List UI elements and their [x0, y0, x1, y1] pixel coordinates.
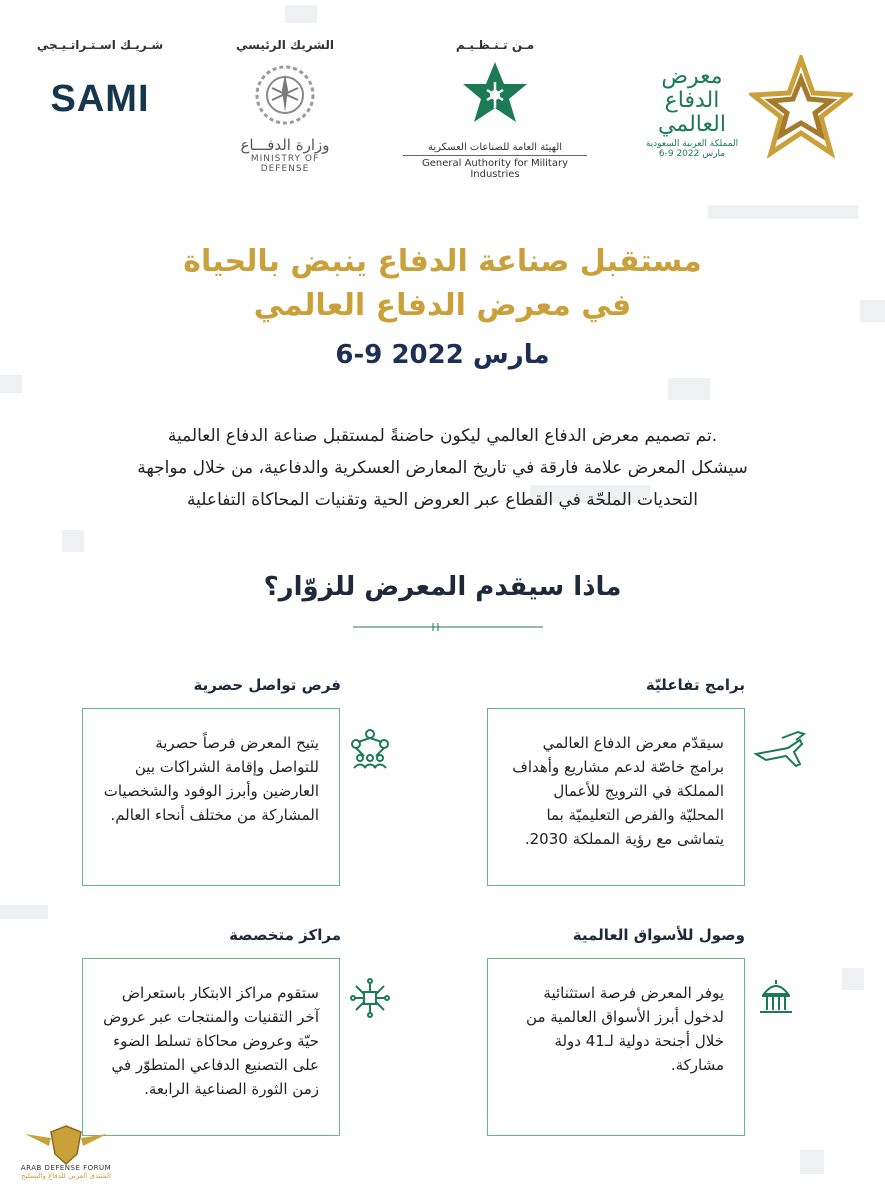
organizer-logo — [395, 38, 595, 180]
forum-shield-icon — [21, 1124, 111, 1168]
decorative-square — [668, 378, 710, 400]
feature-card-networking: يتيح المعرض فرصاً حصرية للتواصل وإقامة الشراكات بين العارضين وأبرز الوفود والشخصيات المشاركة من مختلف أنحاء العالم. — [82, 708, 340, 886]
event-star-mark-icon — [749, 55, 853, 159]
feature-title-networking: فرص تواصل حصرية — [193, 676, 341, 694]
mod-name-ar: وزارة الدفـــاع — [240, 136, 330, 154]
event-date: 6-9 مارس 2022 — [335, 340, 550, 370]
arab-defense-forum-logo — [6, 1120, 126, 1200]
event-logo-line2: الدفاع — [664, 88, 720, 113]
strategic-partner-logo — [30, 38, 170, 121]
offer-heading: ماذا سيقدم المعرض للزوّار؟ — [263, 572, 622, 602]
event-logo-country: المملكة العربية السعودية — [645, 139, 739, 149]
feature-card-markets: يوفر المعرض فرصة استثنائية لدخول أبرز الأسواق العالمية من خلال أجنحة دولية لـ41 دولة مشاركة. — [487, 958, 745, 1136]
main-partner-logo — [225, 38, 345, 174]
organizer-caption: مـن تـنـظـيـم — [455, 38, 535, 52]
event-logo-line3: العالمي — [658, 112, 726, 137]
mod-name-en: MINISTRY OF DEFENSE — [250, 154, 320, 174]
intro-paragraph — [60, 420, 825, 516]
main-partner-caption: الشريك الرئيسي — [236, 38, 334, 52]
decorative-square — [285, 5, 317, 23]
section-divider — [353, 622, 543, 632]
title-line-1: مستقبل صناعة الدفاع ينبض بالحياة — [183, 244, 702, 279]
feature-card-centers: ستقوم مراكز الابتكار باستعراض آخر التقنيات والمنتجات عبر عروض حيّة وعروض محاكاة تسلط الضوء على التصنيع الدفاعي المتطوّر في زمن الثورة الصناعية الرابعة. — [82, 958, 340, 1136]
feature-title-centers: مراكز متخصصة — [229, 926, 341, 944]
page-title — [40, 240, 845, 328]
jet-icon — [752, 728, 808, 772]
circuit-icon — [350, 978, 390, 1018]
intro-line-1: تم تصميم معرض الدفاع العالمي ليكون حاضنةً لمستقبل صناعة الدفاع العالمية. — [167, 426, 718, 446]
title-line-2: في معرض الدفاع العالمي — [253, 288, 632, 323]
event-logo — [643, 55, 853, 175]
intro-line-3: التحديات الملحّة في القطاع عبر العروض الحية وتقنيات المحاكاة التفاعلية — [187, 490, 698, 510]
feature-card-interactive: سيقدّم معرض الدفاع العالمي برامج خاصّة لدعم مشاريع وأهداف المملكة في الترويج للأعمال المحليّة والفرص التعليميّة بما يتماشى مع رؤية المملكة 2030. — [487, 708, 745, 886]
decorative-square — [800, 1150, 824, 1174]
sami-brand: SAMI — [50, 78, 150, 120]
intro-line-2: سيشكل المعرض علامة فارقة في تاريخ المعارض العسكرية والدفاعية، من خلال مواجهة — [137, 458, 748, 478]
event-logo-line1: معرض — [661, 64, 723, 89]
decorative-square — [708, 205, 858, 219]
feature-title-markets: وصول للأسواق العالمية — [572, 926, 745, 944]
event-logo-text — [637, 65, 747, 159]
forum-name-ar: المنتدى العربي للدفاع والتسليح — [21, 1172, 111, 1180]
decorative-square — [0, 375, 22, 393]
gami-name-en: General Authority for Military Industries — [403, 155, 587, 180]
forum-name-en: ARAB DEFENSE FORUM — [20, 1164, 112, 1172]
event-logo-dates: 6-9 مارس 2022 — [658, 149, 726, 159]
feature-title-interactive: برامج تفاعليّة — [645, 676, 745, 694]
decorative-square — [842, 968, 864, 990]
decorative-square — [62, 530, 84, 552]
mod-emblem-icon — [250, 60, 320, 130]
market-building-icon — [758, 978, 794, 1016]
network-people-icon — [350, 728, 390, 770]
gami-star-icon — [459, 60, 531, 132]
strategic-partner-caption: شـريـك اسـتـراتـيـجي — [36, 38, 164, 52]
decorative-square — [860, 300, 885, 322]
gami-name-ar: الهيئة العامة للصناعات العسكرية — [427, 142, 563, 153]
decorative-square — [0, 905, 48, 919]
